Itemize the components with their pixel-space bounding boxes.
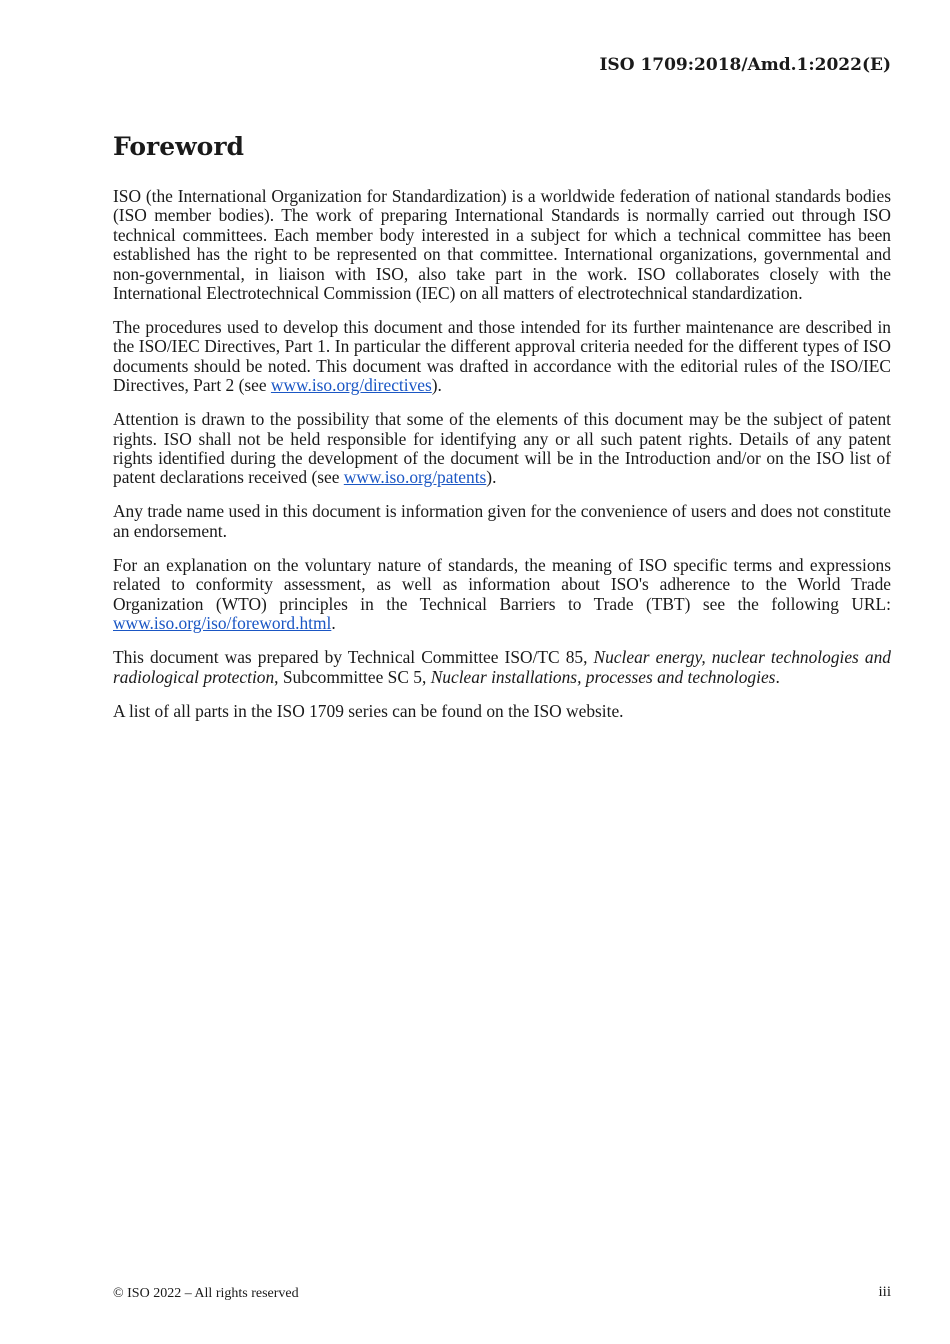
foreword-body [113, 187, 891, 736]
document-identifier: ISO 1709:2018/Amd.1:2022(E) [599, 55, 891, 75]
directives-link[interactable]: www.iso.org/directives [270, 375, 432, 396]
subcommittee-title: Nuclear installations, processes and technologies [430, 666, 776, 687]
copyright-notice: © ISO 2022 – All rights reserved [113, 1286, 299, 1301]
paragraph-committee [113, 648, 891, 687]
paragraph-committee-text: This document was prepared by Technical Committee ISO/TC 85, [113, 647, 594, 668]
paragraph-iso-intro: ISO (the International Organization for Standardization) is a worldwide federation of national standards bodies (ISO member bodies). The work of preparing International Standards is normally carried out through ISO technical committees. Each member body interested in a subject for which a technical committee has been established has the right to be represented on that committee. International organizations, governmental and non-governmental, in liaison with ISO, also take part in the work. ISO collaborates closely with the International Electrotechnical Commission (IEC) on all matters of electrotechnical standardization. [113, 186, 891, 304]
paragraph-procedures-end: ). [431, 375, 442, 396]
page-title: Foreword [113, 132, 244, 161]
paragraph-voluntary-text: For an explanation on the voluntary nature of standards, the meaning of ISO specific terms and expressions related to conformity assessment, as well as information about ISO's adherence to the World Trade Organization (WTO) principles in the Technical Barriers to Trade (TBT) see the following URL: [113, 554, 891, 614]
paragraph-patents-text: Attention is drawn to the possibility that some of the elements of this document may be the subject of patent rights. ISO shall not be held responsible for identifying any or all such patent rights. Details of any patent rights identified during the development of the document will be in the Introduction and/or on the ISO list of patent declarations received (see [113, 409, 891, 488]
foreword-link[interactable]: www.iso.org/iso/foreword.html [113, 613, 332, 634]
paragraph-patents [113, 410, 891, 488]
paragraph-patents-end: ). [486, 467, 497, 488]
paragraph-voluntary-nature [113, 556, 891, 634]
paragraph-committee-mid: , Subcommittee SC 5, [274, 666, 431, 687]
paragraph-trade-name: Any trade name used in this document is information given for the convenience of users and does not constitute an endorsement. [113, 501, 891, 541]
paragraph-series-list: A list of all parts in the ISO 1709 series can be found on the ISO website. [113, 700, 624, 721]
paragraph-committee-end: . [775, 666, 780, 687]
page-number: iii [878, 1284, 891, 1300]
paragraph-procedures [113, 318, 891, 396]
paragraph-procedures-text: The procedures used to develop this document and those intended for its further maintenance are described in the ISO/IEC Directives, Part 1. In particular the different approval criteria needed for the different types of ISO documents should be noted. This document was drafted in accordance with the editorial rules of the ISO/IEC Directives, Part 2 (see [113, 317, 891, 396]
committee-title: Nuclear energy, nuclear technologies and radiological protection [113, 647, 891, 687]
patents-link[interactable]: www.iso.org/patents [343, 467, 487, 488]
paragraph-voluntary-end: . [331, 613, 336, 634]
